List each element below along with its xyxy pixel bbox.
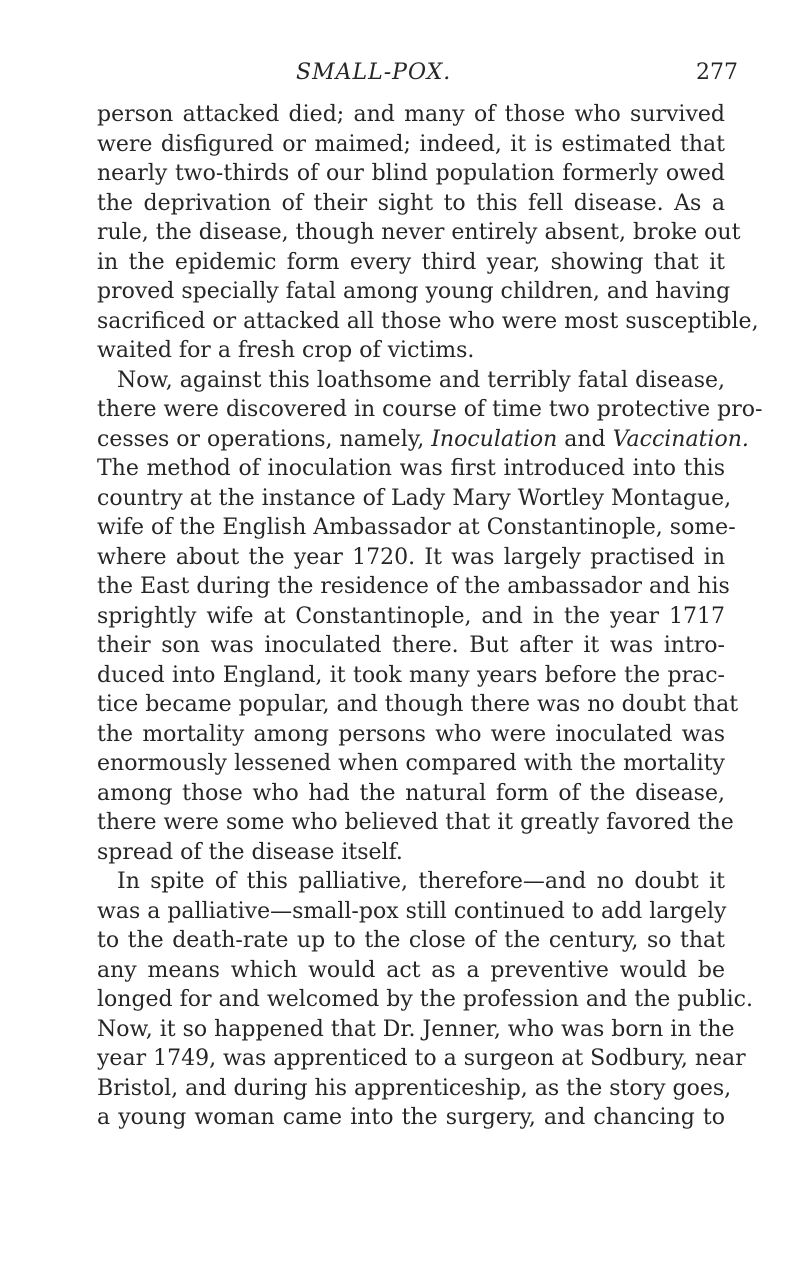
text-line: spread of the disease itself. [97,839,403,865]
text-line: was a palliative—small-pox still continued to add largely [97,898,727,924]
text-line: the East during the residence of the ambassador and his [97,574,730,599]
text-line: the deprivation of their sight to this fell disease. As a [97,190,725,216]
text-line: enormously lessened when compared with the mortality [97,751,725,776]
text-line: sacrificed or attacked all those who were most susceptible, [97,308,759,334]
text-line: Now, against this loathsome and terribly fatal disease, [117,367,725,393]
running-header [0,60,800,90]
text-line: any means which would act as a preventive would be [97,957,725,983]
text-line-with-emphasis [97,425,749,455]
text-line: nearly two-thirds of our blind population formerly owed [97,161,725,186]
body-text [97,100,763,1133]
text-line: there were discovered in course of time two protective pro- [97,397,763,422]
text-line: duced into England, it took many years before the prac- [97,662,725,688]
text-segment: and [557,426,613,452]
text-line: rule, the disease, though never entirely absent, broke out [97,220,741,245]
text-line: were disfigured or maimed; indeed, it is estimated that [97,131,725,157]
text-line: among those who had the natural form of the disease, [97,780,725,806]
text-line: year 1749, was apprenticed to a surgeon at Sodbury, near [97,1046,746,1071]
text-line: longed for and welcomed by the profession and the public. [97,987,753,1012]
emphasis-inoculation: Inoculation [431,426,558,452]
text-line: wife of the English Ambassador at Constantinople, some- [97,515,736,540]
text-line: country at the instance of Lady Mary Wortley Montague, [97,485,732,511]
text-line: Bristol, and during his apprenticeship, as the story goes, [97,1075,732,1101]
text-line: tice became popular, and though there was no doubt that [97,692,739,717]
text-line: a young woman came into the surgery, and chancing to [97,1105,725,1130]
page-number: 277 [696,60,738,85]
text-line: person attacked died; and many of those who survived [97,102,725,127]
text-line: Now, it so happened that Dr. Jenner, who was born in the [97,1016,735,1042]
text-line: sprightly wife at Constantinople, and in the year 1717 [97,603,725,629]
text-line: to the death-rate up to the close of the century, so that [97,928,725,953]
running-title: SMALL-POX. [296,60,452,85]
text-line: there were some who believed that it greatly favored the [97,810,734,835]
emphasis-vaccination: Vaccination. [612,426,749,452]
text-line: where about the year 1720. It was largely practised in [97,544,725,570]
text-line: in the epidemic form every third year, showing that it [97,249,725,275]
text-line: their son was inoculated there. But after it was intro- [97,633,725,658]
text-line: proved specially fatal among young children, and having [97,279,731,304]
text-line: waited for a fresh crop of victims. [97,338,475,363]
text-line: The method of inoculation was first introduced into this [97,456,725,481]
text-line: In spite of this palliative, therefore—and no doubt it [117,869,725,894]
text-line: the mortality among persons who were inoculated was [97,721,725,747]
text-segment: cesses or operations, namely, [97,426,432,452]
